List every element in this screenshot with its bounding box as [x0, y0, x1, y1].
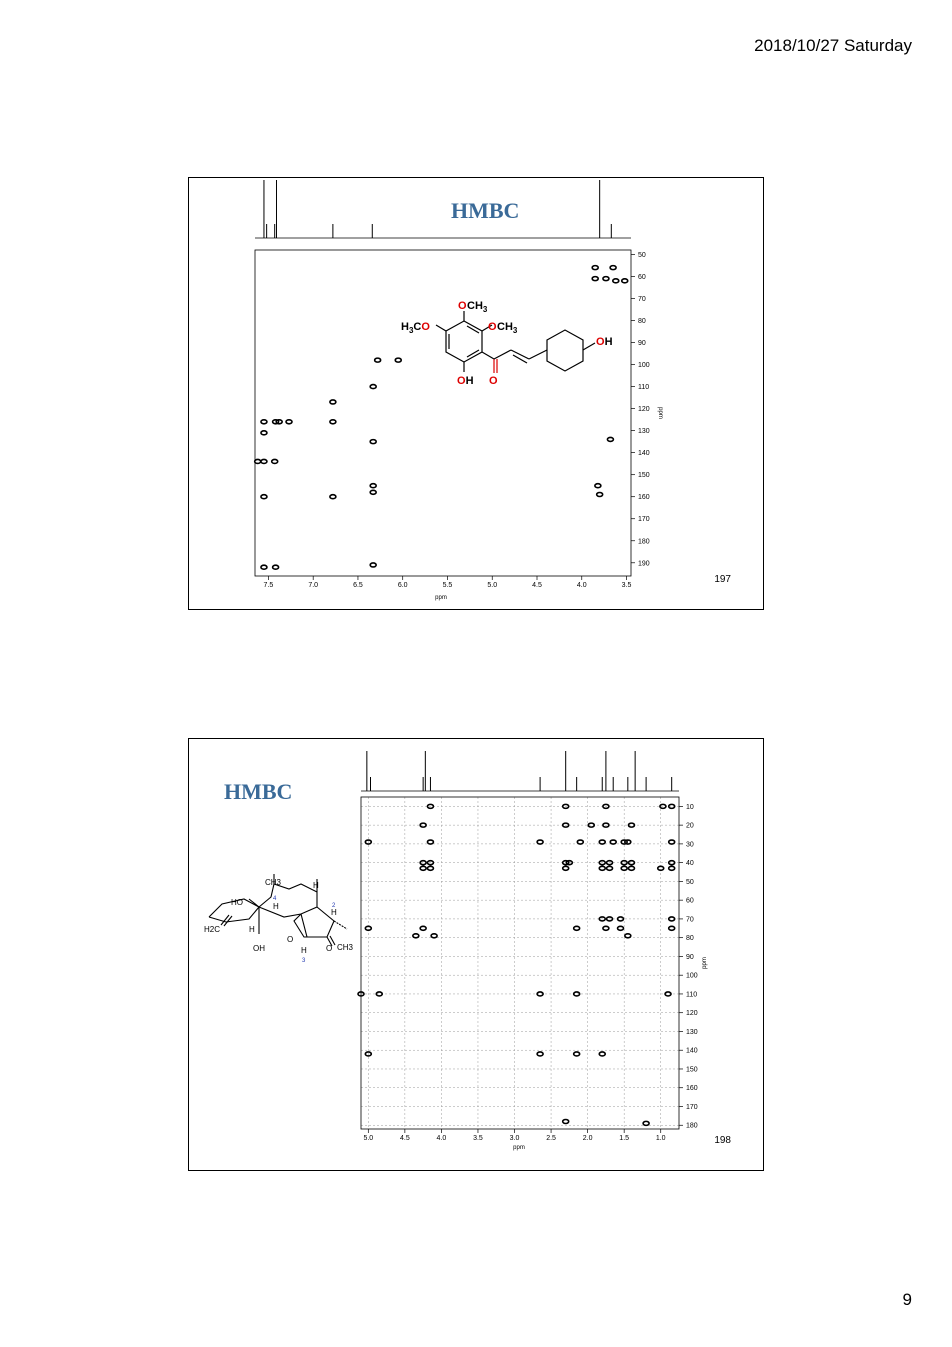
cross-peak [370, 484, 376, 488]
cross-peak [669, 866, 675, 870]
cross-peak [261, 420, 267, 424]
cross-peak [592, 266, 598, 270]
cross-peak [413, 934, 419, 938]
cross-peak [537, 840, 543, 844]
label-h3: H [301, 946, 307, 955]
cross-peak [599, 866, 605, 870]
y-tick-label: 160 [686, 1085, 698, 1093]
cross-peak [427, 866, 433, 870]
plot-frame [255, 250, 631, 576]
cross-peak [431, 934, 437, 938]
slide-title: HMBC [451, 198, 520, 223]
cross-peak [610, 840, 616, 844]
cross-peak [261, 431, 267, 435]
y-tick-label: 150 [638, 472, 650, 480]
slide-number: 198 [714, 1135, 731, 1146]
cross-peak [370, 563, 376, 567]
y-tick-label: 50 [686, 878, 694, 886]
label-o-right: O [488, 321, 497, 333]
label-ch3-top: CH3 [265, 878, 282, 887]
cross-peak [255, 459, 261, 463]
cross-peak [574, 926, 580, 930]
label-o-carbonyl: O [326, 944, 333, 953]
cross-peak [669, 926, 675, 930]
cross-peak [599, 840, 605, 844]
cross-peak [658, 866, 664, 870]
slide-197 [188, 177, 764, 610]
y-axis-ticks [631, 252, 650, 567]
y-tick-label: 130 [686, 1028, 698, 1036]
grid-lines [361, 797, 679, 1129]
label-oh: OH [253, 944, 265, 953]
slide-198 [188, 738, 764, 1171]
x-tick-label: 6.0 [397, 582, 408, 589]
slide-number: 197 [714, 574, 731, 585]
cross-peak [643, 1121, 649, 1125]
cross-peak [330, 495, 336, 499]
x-tick-label: 2.0 [582, 1135, 593, 1142]
x-tick-label: 6.5 [353, 582, 363, 589]
cross-peak [618, 926, 624, 930]
x-tick-label: 4.0 [576, 582, 587, 589]
cross-peak [330, 420, 336, 424]
cross-peak [597, 493, 603, 497]
cross-peak [603, 926, 609, 930]
x-tick-label: 7.0 [308, 582, 319, 589]
header-date: 2018/10/27 Saturday [754, 36, 912, 55]
y-tick-label: 170 [638, 516, 650, 524]
x-axis-ticks [264, 576, 632, 589]
y-tick-label: 140 [638, 450, 650, 458]
x-tick-label: 5.0 [487, 582, 498, 589]
label-carbonyl-o: O [489, 375, 498, 387]
y-tick-label: 60 [686, 897, 694, 905]
label-ch3-right: CH3 [337, 943, 354, 952]
cross-peak [395, 358, 401, 362]
label-h4: H [273, 902, 279, 911]
cross-peaks [358, 804, 675, 1125]
cross-peak [669, 840, 675, 844]
label-num3: 3 [302, 958, 306, 964]
label-o-ring: O [287, 935, 294, 944]
x-tick-label: 2.5 [546, 1135, 556, 1142]
x-axis-label: ppm [435, 595, 447, 601]
cross-peaks [255, 266, 628, 570]
y-tick-label: 20 [686, 822, 694, 830]
x-tick-label: 3.5 [473, 1135, 483, 1142]
label-ho: HO [231, 898, 243, 907]
x-tick-label: 5.0 [363, 1135, 374, 1142]
cross-peak [628, 866, 634, 870]
y-tick-label: 100 [638, 362, 650, 370]
label-och3-top: $CH_3$ [467, 300, 488, 314]
cross-peak [563, 866, 569, 870]
cross-peak [574, 1052, 580, 1056]
hmbc-spectrum-1 [189, 178, 763, 609]
cross-peak [370, 385, 376, 389]
cross-peak [286, 420, 292, 424]
cross-peak [610, 266, 616, 270]
cross-peak [592, 277, 598, 281]
cross-peak [607, 866, 613, 870]
y-tick-label: 150 [686, 1066, 698, 1074]
cross-peak [261, 495, 267, 499]
x-tick-label: 4.0 [436, 1135, 447, 1142]
cross-peak [261, 459, 267, 463]
label-oh-bottom: OH [457, 375, 474, 387]
x-tick-label: 1.0 [655, 1135, 666, 1142]
cross-peak [577, 840, 583, 844]
label-num4: 4 [273, 896, 277, 902]
y-tick-label: 50 [638, 251, 646, 259]
cross-peak [420, 926, 426, 930]
cross-peak [621, 866, 627, 870]
y-tick-label: 190 [638, 560, 650, 568]
cross-peak [365, 926, 371, 930]
y-tick-label: 80 [638, 317, 646, 325]
hmbc-spectrum-2 [189, 739, 763, 1170]
y-tick-label: 60 [638, 273, 646, 281]
cross-peak [420, 866, 426, 870]
cross-peak [427, 840, 433, 844]
y-tick-label: 120 [686, 1010, 698, 1018]
label-h-top: H [313, 881, 319, 890]
label-h-mid: H [249, 925, 255, 934]
cross-peak [603, 277, 609, 281]
x-tick-label: 1.5 [619, 1135, 630, 1142]
cross-peak [622, 279, 628, 283]
y-tick-label: 40 [686, 860, 694, 868]
cross-peak [537, 1052, 543, 1056]
y-axis-label: ppm [702, 957, 708, 969]
cross-peak [375, 358, 381, 362]
cross-peak [261, 565, 267, 569]
y-tick-label: 140 [686, 1047, 698, 1055]
cross-peak [330, 400, 336, 404]
x-tick-label: 4.5 [399, 1135, 410, 1142]
cross-peak [563, 1119, 569, 1123]
cross-peak [595, 484, 601, 488]
f2-projection [367, 751, 672, 791]
cross-peak [273, 565, 279, 569]
y-tick-label: 30 [686, 841, 694, 849]
cross-peak [599, 1052, 605, 1056]
y-tick-label: 160 [638, 494, 650, 502]
y-tick-label: 110 [638, 384, 650, 392]
cross-peak [613, 279, 619, 283]
label-num2: 2 [332, 903, 336, 909]
y-tick-label: 70 [638, 295, 646, 303]
cross-peak [370, 440, 376, 444]
label-h3co: $H_3CO$ [401, 321, 430, 335]
cross-peak [607, 437, 613, 441]
x-axis-label: ppm [513, 1145, 525, 1151]
y-tick-label: 110 [686, 991, 698, 999]
label-h2c: H2C [204, 925, 221, 934]
page-number: 9 [902, 1290, 912, 1309]
plot-frame [361, 797, 679, 1129]
y-tick-label: 170 [686, 1103, 698, 1111]
y-tick-label: 180 [686, 1122, 698, 1130]
cross-peak [272, 459, 278, 463]
slide-title: HMBC [224, 779, 293, 804]
x-tick-label: 3.0 [509, 1135, 520, 1142]
label-oh-right: OH [596, 336, 613, 348]
y-tick-label: 90 [638, 340, 646, 348]
y-axis-ticks [679, 804, 698, 1130]
f2-projection [264, 180, 611, 238]
y-tick-label: 120 [638, 406, 650, 414]
y-tick-label: 90 [686, 953, 694, 961]
y-tick-label: 180 [638, 538, 650, 546]
label-o-top: O [458, 300, 467, 312]
x-axis-ticks [363, 1129, 665, 1142]
y-tick-label: 130 [638, 428, 650, 436]
y-tick-label: 10 [686, 803, 694, 811]
x-tick-label: 4.5 [532, 582, 542, 589]
y-axis-label: ppm [657, 407, 663, 419]
chalcone-structure [436, 311, 595, 373]
label-och3-right: $CH_3$ [497, 321, 518, 335]
cross-peak [370, 490, 376, 494]
x-tick-label: 5.5 [442, 582, 453, 589]
y-tick-label: 100 [686, 972, 698, 980]
x-tick-label: 7.5 [263, 582, 274, 589]
x-tick-label: 3.5 [621, 582, 632, 589]
y-tick-label: 70 [686, 916, 694, 924]
y-tick-label: 80 [686, 935, 694, 943]
label-h2: H [331, 908, 337, 917]
cross-peak [625, 934, 631, 938]
